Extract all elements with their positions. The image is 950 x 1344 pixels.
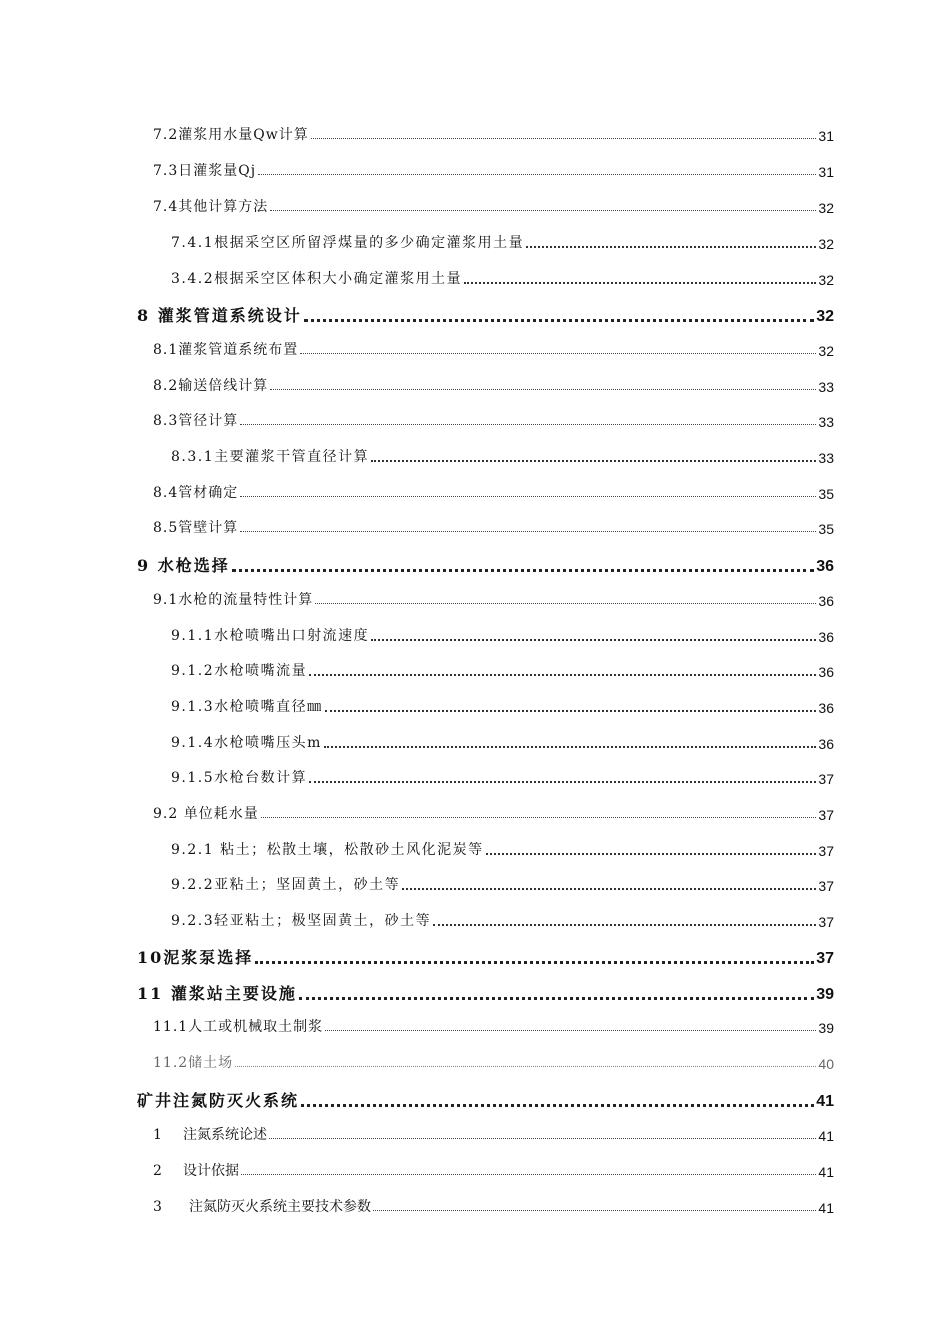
toc-leader xyxy=(324,746,817,748)
toc-page-number: 31 xyxy=(818,164,834,180)
toc-entry-10[interactable] xyxy=(137,945,834,968)
toc-entry-title: 11.1人工或机械取土制浆 xyxy=(153,1019,324,1035)
toc-leader xyxy=(402,888,816,890)
toc-leader xyxy=(299,997,814,1000)
toc-leader xyxy=(325,710,817,712)
toc-page-number: 37 xyxy=(818,807,834,823)
toc-leader xyxy=(240,424,816,425)
toc-entry-title: 9.2.3轻亚粘土；极坚固黄土，砂土等 xyxy=(171,913,432,929)
toc-leader xyxy=(433,924,816,926)
toc-page-number: 36 xyxy=(818,664,834,680)
toc-entry-nitrogen-system[interactable] xyxy=(137,1088,834,1111)
toc-leader xyxy=(309,781,816,783)
toc-leader xyxy=(304,319,814,322)
toc-entry-title: 9.1水枪的流量特性计算 xyxy=(153,592,314,608)
toc-page-number: 36 xyxy=(818,629,834,645)
toc-entry-title: 8.3管径计算 xyxy=(153,413,239,429)
toc-page-number: 40 xyxy=(818,1056,834,1072)
toc-entry-title: 8.5管壁计算 xyxy=(153,520,239,536)
toc-leader xyxy=(371,460,816,462)
toc-leader xyxy=(270,389,816,390)
toc-leader xyxy=(371,639,816,641)
toc-entry-11-1[interactable] xyxy=(153,1016,834,1036)
toc-entry-n-2[interactable] xyxy=(153,1160,834,1180)
toc-entry-9[interactable] xyxy=(137,553,834,576)
toc-entry-title: 9 水枪选择 xyxy=(137,556,230,575)
toc-page-number: 33 xyxy=(818,450,834,466)
toc-page-number: 32 xyxy=(818,343,834,359)
toc-entry-9-2-1[interactable] xyxy=(171,839,834,859)
toc-entry-n-1[interactable] xyxy=(153,1124,834,1144)
toc-entry-label xyxy=(153,1196,371,1216)
toc-entry-title: 8 灌浆管道系统设计 xyxy=(137,306,302,325)
toc-leader xyxy=(269,1138,816,1139)
toc-entry-8-1[interactable] xyxy=(153,339,834,359)
toc-leader xyxy=(240,531,816,532)
toc-entry-title: 9.1.2水枪喷嘴流量 xyxy=(171,663,308,679)
toc-leader xyxy=(235,1066,816,1067)
toc-entry-title: 8.2输送倍线计算 xyxy=(153,378,269,394)
toc-page-number: 33 xyxy=(818,379,834,395)
toc-entry-title: 9.2.2亚粘土；坚固黄土，砂土等 xyxy=(171,877,401,893)
toc-entry-title: 11 灌浆站主要设施 xyxy=(137,984,297,1003)
toc-leader xyxy=(270,210,816,211)
toc-leader xyxy=(232,569,814,572)
toc-page-number: 36 xyxy=(818,736,834,752)
toc-entry-title: 9.2 单位耗水量 xyxy=(153,806,259,822)
toc-entry-8-2[interactable] xyxy=(153,375,834,395)
toc-entry-9-1-2[interactable] xyxy=(171,660,834,680)
toc-page-number: 41 xyxy=(818,1128,834,1144)
toc-entry-9-2[interactable] xyxy=(153,803,834,823)
toc-entry-9-1-3[interactable] xyxy=(171,696,834,716)
toc-entry-8-3-1[interactable] xyxy=(171,446,834,466)
toc-entry-title: 11.2储土场 xyxy=(153,1055,234,1071)
toc-leader xyxy=(325,1030,816,1031)
toc-page-number: 31 xyxy=(818,128,834,144)
toc-page-number: 32 xyxy=(818,272,834,288)
toc-page-number: 37 xyxy=(818,771,834,787)
toc-page-number: 35 xyxy=(818,486,834,502)
toc-page-number: 37 xyxy=(816,950,834,967)
toc-leader xyxy=(464,282,816,284)
toc-page-number: 39 xyxy=(818,1020,834,1036)
toc-entry-number: 2 xyxy=(153,1163,162,1179)
toc-page-number: 37 xyxy=(818,914,834,930)
toc-entry-9-1-5[interactable] xyxy=(171,767,834,787)
toc-entry-title: 8.1灌浆管道系统布置 xyxy=(153,342,299,358)
toc-entry-label xyxy=(153,1160,239,1180)
toc-entry-8-3[interactable] xyxy=(153,410,834,430)
toc-entry-title: 9.1.1水枪喷嘴出口射流速度 xyxy=(171,628,370,644)
toc-entry-title: 9.1.5水枪台数计算 xyxy=(171,770,308,786)
toc-page-number: 41 xyxy=(818,1200,834,1216)
toc-entry-number: 3 xyxy=(153,1199,162,1215)
toc-leader xyxy=(315,603,816,604)
toc-page-number: 36 xyxy=(818,593,834,609)
toc-entry-title: 3.4.2根据采空区体积大小确定灌浆用土量 xyxy=(171,271,463,287)
toc-entry-title: 注氮系统论述 xyxy=(183,1127,267,1143)
toc-entry-title: 10泥浆泵选择 xyxy=(137,948,254,967)
toc-leader xyxy=(373,1210,816,1211)
toc-leader xyxy=(300,353,816,354)
toc-entry-8-4[interactable] xyxy=(153,482,834,502)
toc-page-number: 37 xyxy=(818,843,834,859)
toc-entry-3-4-2[interactable] xyxy=(171,268,834,288)
toc-leader xyxy=(486,853,817,855)
toc-entry-7-2[interactable] xyxy=(153,124,834,144)
toc-page-number: 36 xyxy=(818,700,834,716)
toc-entry-title: 7.4其他计算方法 xyxy=(153,199,269,215)
toc-entry-title: 注氮防灭火系统主要技术参数 xyxy=(189,1199,371,1215)
toc-page-number: 41 xyxy=(818,1164,834,1180)
toc-page-number: 41 xyxy=(816,1093,834,1110)
toc-entry-9-2-2[interactable] xyxy=(171,874,834,894)
toc-entry-title: 9.1.4水枪喷嘴压头m xyxy=(171,735,322,751)
toc-entry-9-2-3[interactable] xyxy=(171,910,834,930)
toc-page-number: 39 xyxy=(816,986,834,1003)
toc-page-number: 32 xyxy=(818,200,834,216)
toc-entry-8[interactable] xyxy=(137,303,834,326)
toc-entry-9-1-1[interactable] xyxy=(171,625,834,645)
toc-entry-title: 设计依据 xyxy=(183,1163,239,1179)
toc-leader xyxy=(261,817,817,818)
toc-entry-7-4-1[interactable] xyxy=(171,232,834,252)
toc-entry-11[interactable] xyxy=(137,981,834,1004)
toc-page-number: 36 xyxy=(816,558,834,575)
toc-entry-title: 7.2灌浆用水量Qw计算 xyxy=(153,127,309,143)
toc-entry-8-5[interactable] xyxy=(153,517,834,537)
toc-entry-7-3[interactable] xyxy=(153,160,834,180)
toc-entry-11-2[interactable] xyxy=(153,1052,834,1072)
toc-page-number: 35 xyxy=(818,521,834,537)
toc-leader xyxy=(240,496,816,497)
toc-entry-title: 7.4.1根据采空区所留浮煤量的多少确定灌浆用土量 xyxy=(171,235,525,251)
toc-leader xyxy=(241,1174,816,1175)
toc-page-number: 37 xyxy=(818,878,834,894)
toc-entry-title: 7.3日灌浆量Qj xyxy=(153,163,257,179)
toc-entry-title: 8.3.1主要灌浆干管直径计算 xyxy=(171,449,370,465)
toc-entry-9-1-4[interactable] xyxy=(171,732,834,752)
toc-entry-7-4[interactable] xyxy=(153,196,834,216)
toc-page-number: 32 xyxy=(816,308,834,325)
toc-entry-title: 8.4管材确定 xyxy=(153,485,239,501)
toc-entry-title: 9.2.1 粘土；松散土壤，松散砂土风化泥炭等 xyxy=(171,842,484,858)
toc-page-number: 33 xyxy=(818,414,834,430)
toc-leader xyxy=(301,1104,814,1107)
toc-page-number: 32 xyxy=(818,236,834,252)
toc-entry-label xyxy=(153,1124,267,1144)
toc-entry-title: 矿井注氮防灭火系统 xyxy=(137,1091,300,1110)
toc-leader xyxy=(309,674,816,676)
toc-leader xyxy=(258,174,816,175)
toc-entry-n-3[interactable] xyxy=(153,1196,834,1216)
toc-entry-number: 1 xyxy=(153,1127,162,1143)
toc-leader xyxy=(255,961,814,964)
toc-entry-title: 9.1.3水枪喷嘴直径㎜ xyxy=(171,699,323,715)
toc-leader xyxy=(311,138,817,139)
toc-leader xyxy=(526,246,816,248)
toc-entry-9-1[interactable] xyxy=(153,589,834,609)
